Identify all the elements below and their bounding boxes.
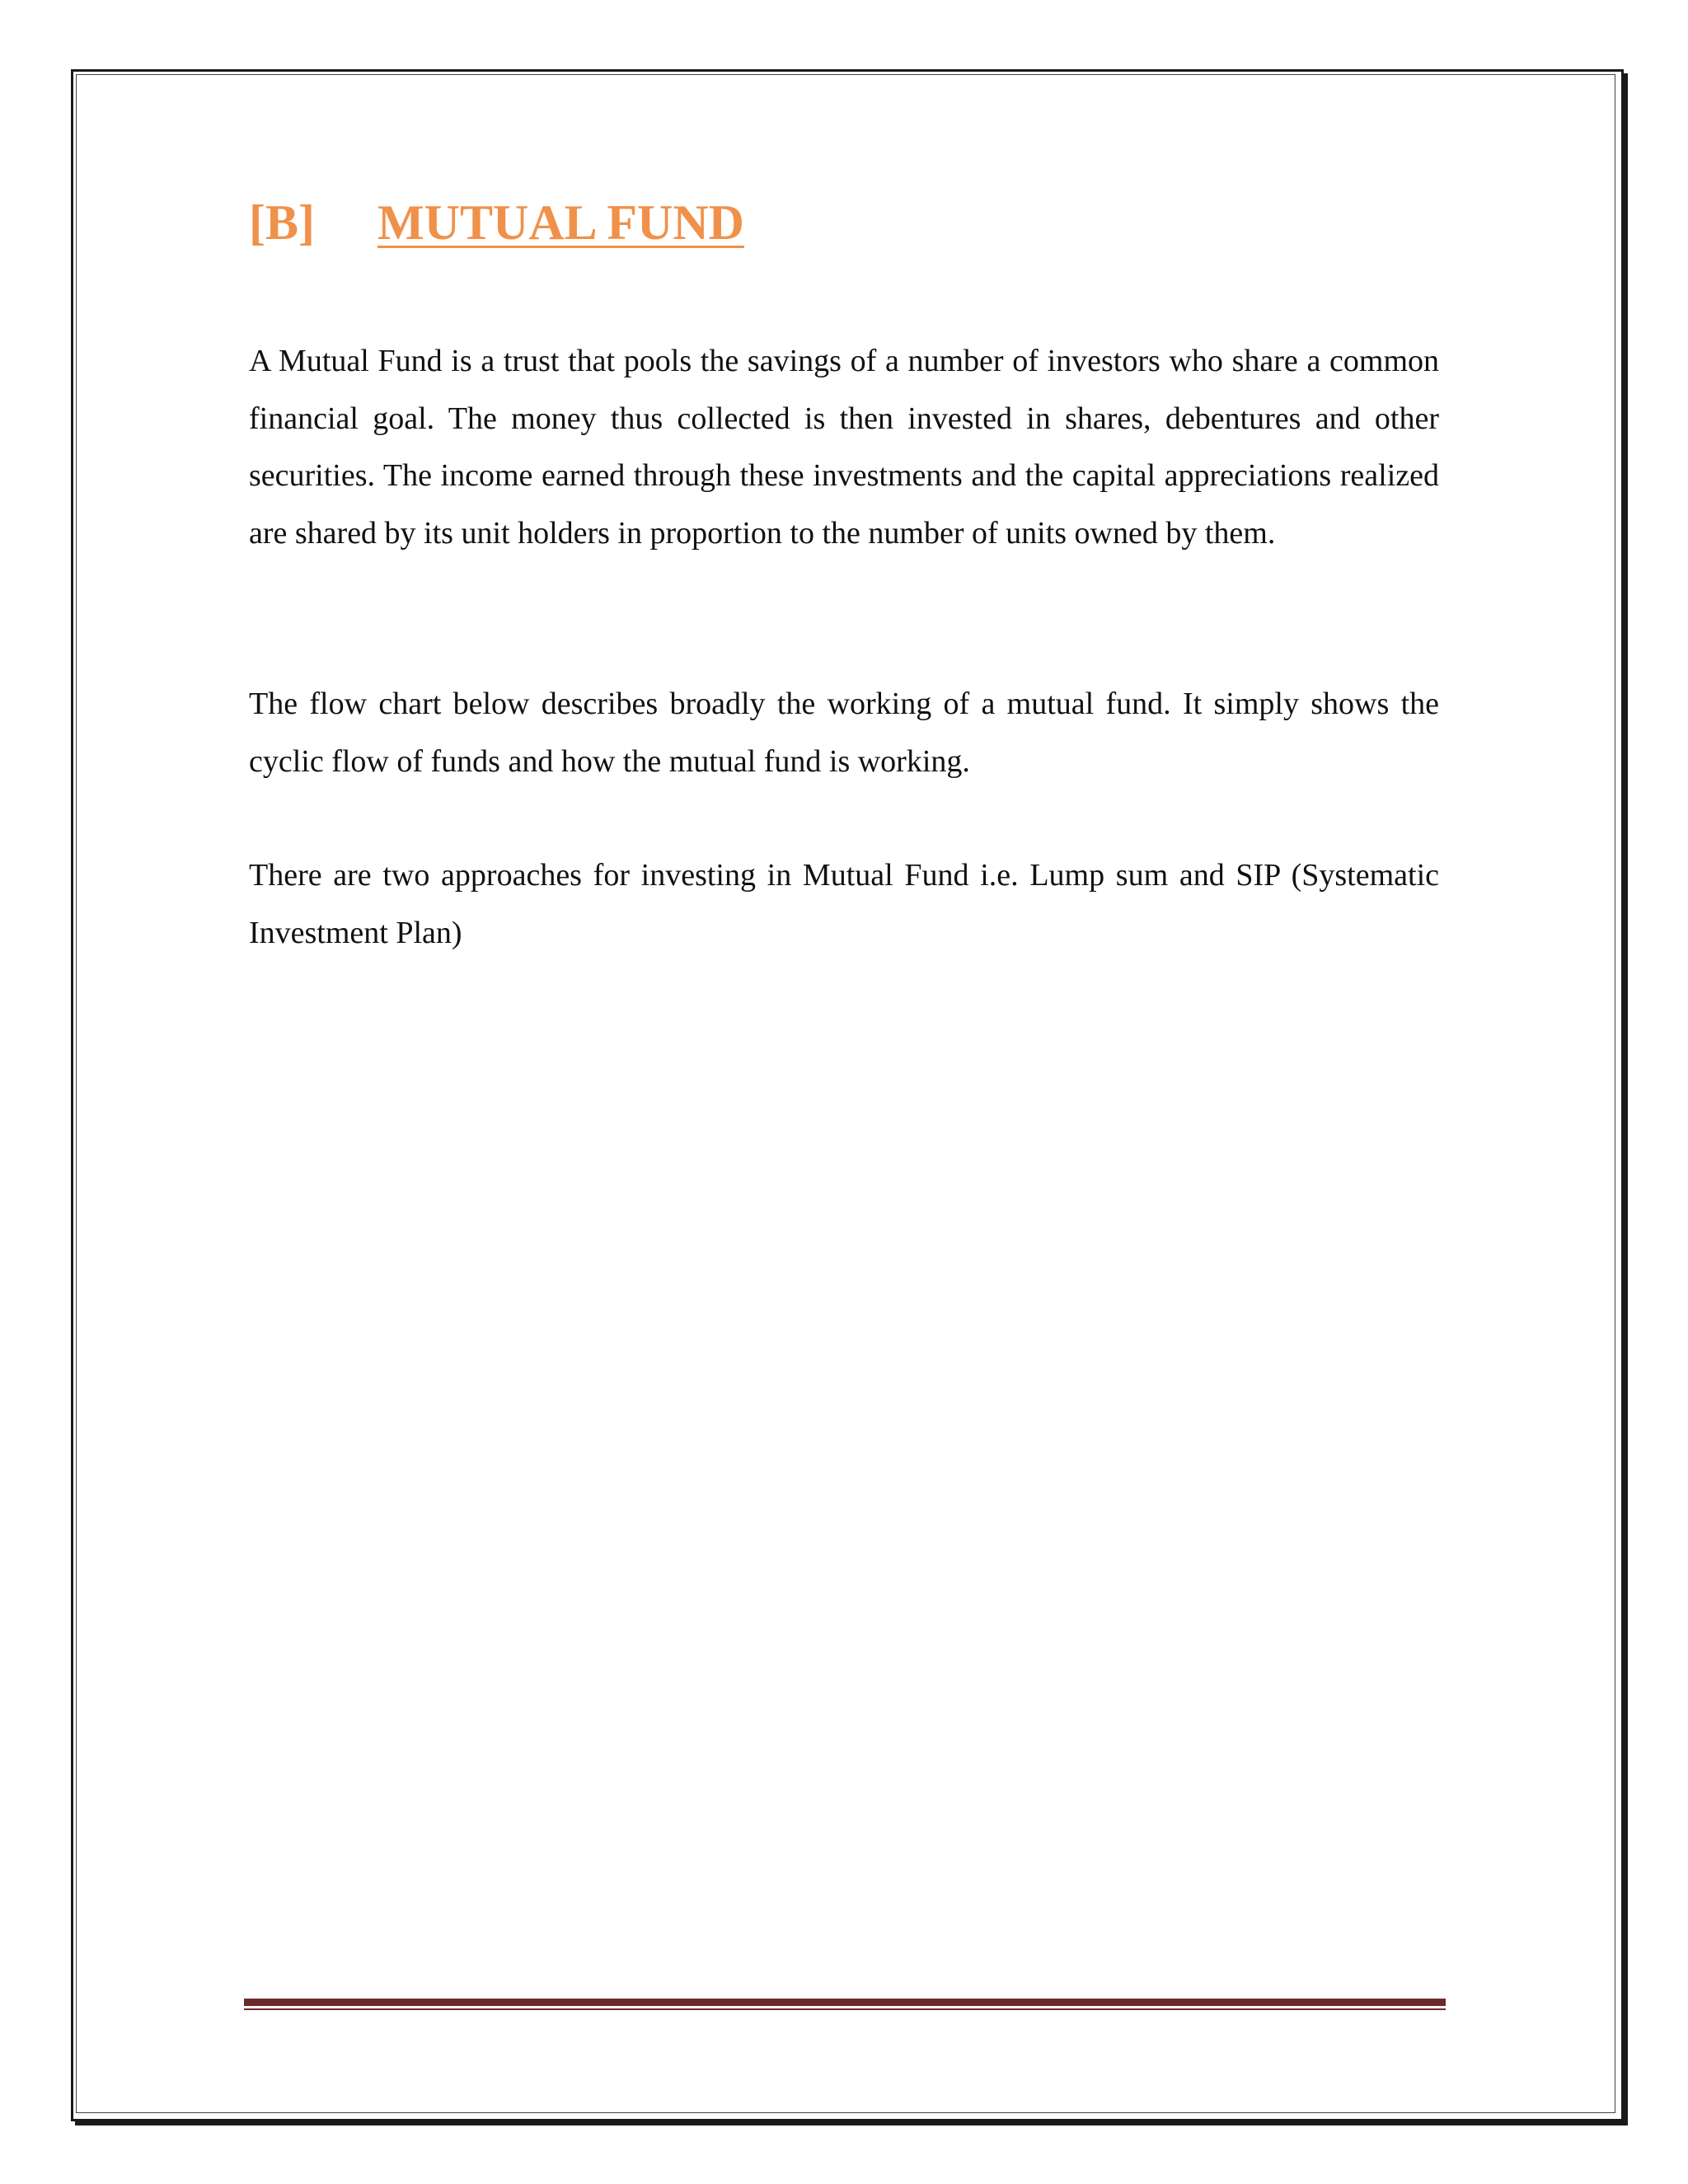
paragraph-flow-chart: The flow chart below describes broadly the working of a mutual fund. It simply shows the cyclic flow of funds and how the mutual fund is working.: [249, 687, 1439, 779]
paragraph-approaches: There are two approaches for investing in Mutual Fund i.e. Lump sum and SIP (Systematic Investment Plan): [249, 858, 1439, 950]
section-marker: [B]: [249, 195, 315, 250]
footer-rule: [244, 1999, 1446, 2006]
paragraph-definition: A Mutual Fund is a trust that pools the savings of a number of investors who share a common financial goal. The money thus collected is then invested in shares, debentures and other securities. The income earned through these investments and the capital appreciations realized are shared by its unit holders in proportion to the number of units owned by them.: [249, 344, 1439, 551]
section-heading: [249, 194, 744, 251]
section-title: MUTUAL FUND: [377, 195, 744, 250]
footer-rule-thin: [244, 2008, 1446, 2010]
